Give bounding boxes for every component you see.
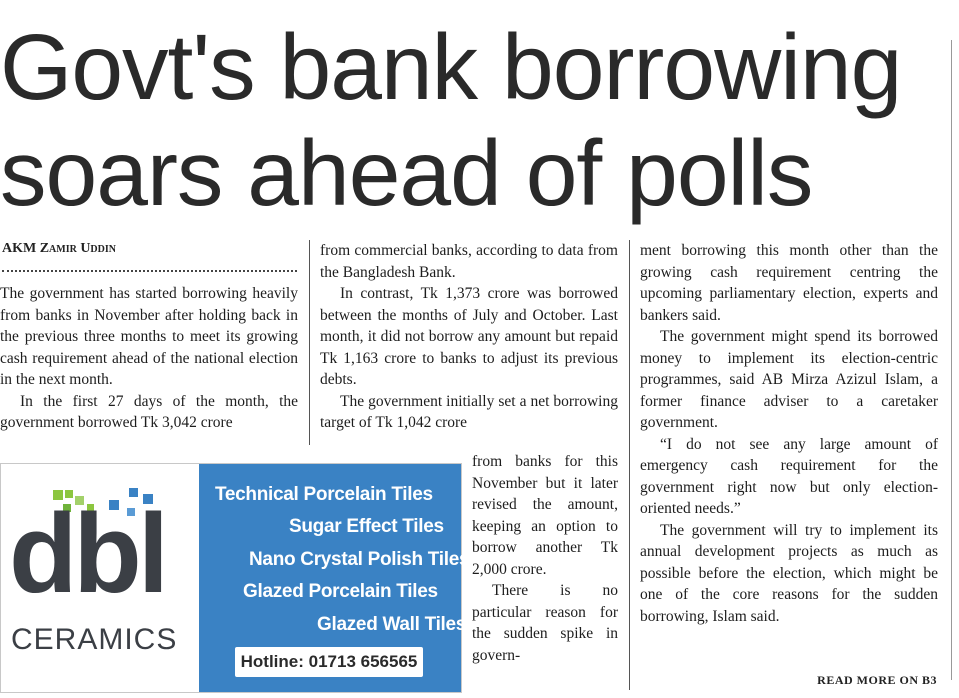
paragraph: ment borrowing this month other than the growing cash requirement centring the upcoming parliamentary election, experts and bankers said. xyxy=(640,242,938,324)
headline xyxy=(0,14,959,226)
paragraph: In contrast, Tk 1,373 crore was borrowed between the months of July and October. Last month, it did not borrow any amount but repaid Tk 1,163 crore to banks to adjust its previous debts. xyxy=(320,285,618,388)
article-column-3 xyxy=(640,240,938,627)
read-more-link[interactable]: READ MORE ON B3 xyxy=(817,673,937,687)
paragraph: The government might spend its borrowed money to implement its election-centric programmes, said AB Mirza Azizul Islam, a former finance adviser to a caretaker government. xyxy=(640,328,938,431)
advertisement[interactable] xyxy=(0,463,470,693)
column-rule xyxy=(629,240,630,690)
brand-subtitle: CERAMICS xyxy=(11,623,178,656)
article-column-2-narrow xyxy=(472,451,618,666)
paragraph: from commercial banks, according to data from the Bangladesh Bank. xyxy=(320,242,618,281)
ad-logo-panel xyxy=(1,464,199,692)
ad-product-line: Technical Porcelain Tiles xyxy=(215,484,433,505)
paragraph: In the first 27 days of the month, the government borrowed Tk 3,042 crore xyxy=(0,392,298,431)
paragraph: “I do not see any large amount of emergency cash requirement for the government right now but only election-oriented needs.” xyxy=(640,435,938,517)
article-column-1 xyxy=(0,283,298,434)
headline-line-2: soars ahead of polls xyxy=(0,121,813,225)
article-column-2 xyxy=(320,240,618,434)
page-edge-rule xyxy=(951,40,952,680)
paragraph: The government initially set a net borrowing target of Tk 1,042 crore xyxy=(320,392,618,431)
column-rule xyxy=(309,240,310,445)
paragraph: from banks for this November but it later revised the amount, keeping an option to borrow another Tk 2,000 crore. xyxy=(472,453,618,578)
paragraph: The government has started borrowing heavily from banks in November after holding back in the previous three months to meet its growing cash requirement ahead of the national election in the next month. xyxy=(0,285,298,388)
ad-product-line: Sugar Effect Tiles xyxy=(289,516,444,537)
headline-line-1: Govt's bank borrowing xyxy=(0,15,902,119)
brand-logo: dbl xyxy=(9,491,165,616)
ad-hotline: Hotline: 01713 656565 xyxy=(235,647,423,677)
byline: AKM Zamir Uddin xyxy=(2,241,116,256)
paragraph: There is no particular reason for the sudden spike in govern- xyxy=(472,582,618,664)
ad-product-line: Glazed Wall Tiles xyxy=(317,614,467,635)
ad-product-line: Glazed Porcelain Tiles xyxy=(243,581,438,602)
ad-product-line: Nano Crystal Polish Tiles xyxy=(249,549,470,570)
byline-divider xyxy=(2,270,297,272)
paragraph: The government will try to implement its annual development projects as much as possible before the election, which might be one of the core reasons for the sudden borrowing, Islam said. xyxy=(640,521,938,625)
